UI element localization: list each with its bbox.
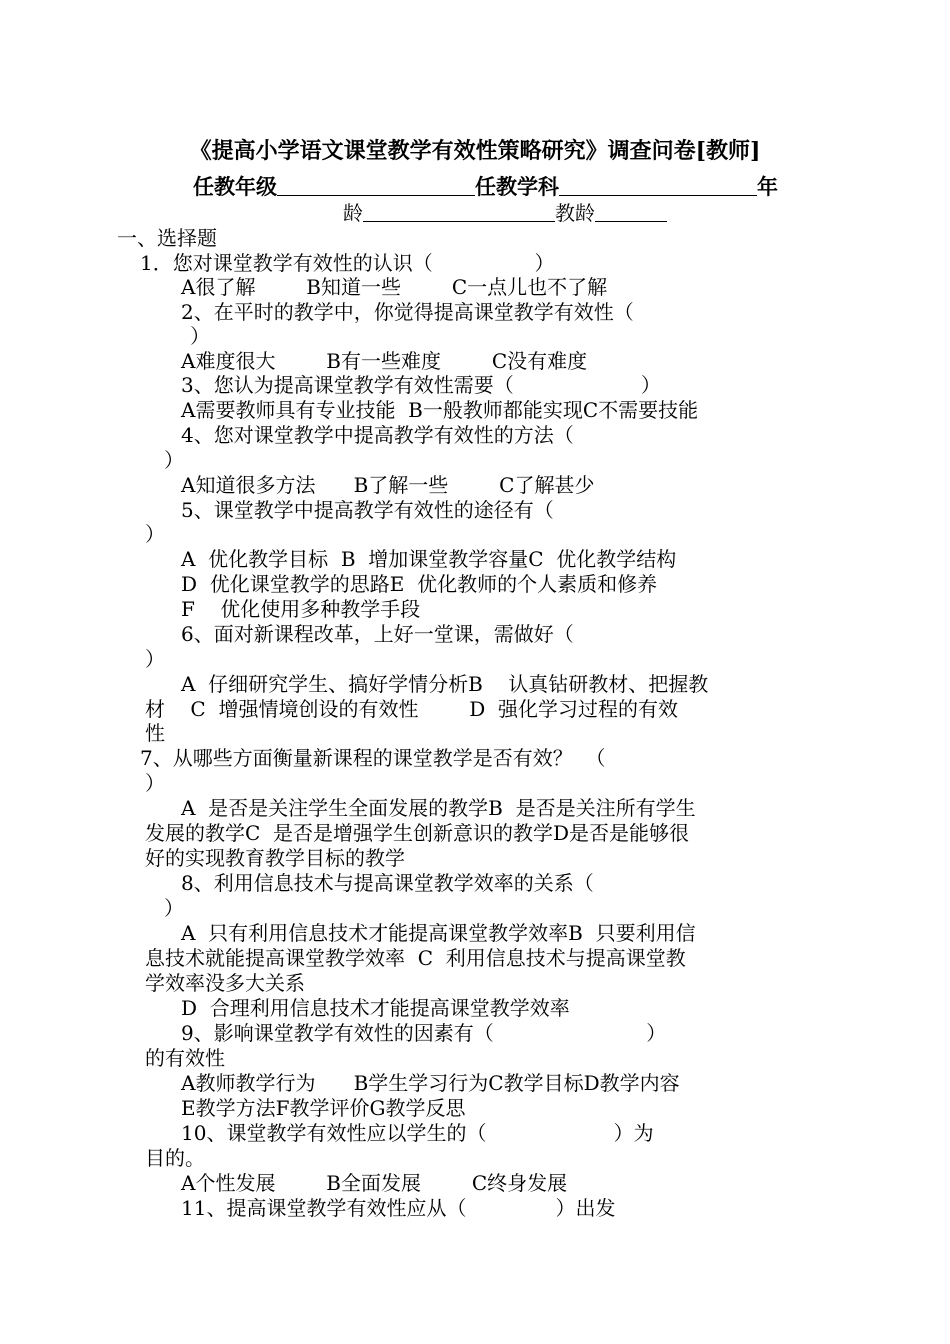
question-9: 9、影响课堂教学有效性的因素有（ ） (181, 1021, 667, 1045)
question-7: 7、从哪些方面衡量新课程的课堂教学是否有效？ （ (140, 746, 606, 770)
subject-blank[interactable] (559, 175, 757, 196)
age-label-part1: 年 (757, 174, 778, 199)
info-row-2 (343, 201, 667, 225)
question-5-options-2: D 优化课堂教学的思路E 优化教师的个人素质和修养 (181, 572, 658, 596)
question-7-bracket: ） (145, 771, 165, 795)
info-row-1 (193, 175, 778, 199)
question-5-options-1: A 优化教学目标 B 增加课堂教学容量C 优化教学结构 (181, 547, 677, 571)
question-8-options-2: 息技术就能提高课堂教学效率 C 利用信息技术与提高课堂教 (145, 946, 686, 970)
question-6-options-3: 性 (145, 721, 165, 745)
subject-label: 任教学科 (475, 174, 559, 199)
age-blank[interactable] (363, 201, 555, 222)
question-6: 6、面对新课程改革，上好一堂课，需做好（ (181, 622, 574, 646)
grade-label: 任教年级 (193, 174, 277, 199)
question-6-options-1: A 仔细研究学生、搞好学情分析B 认真钻研教材、把握教 (181, 672, 709, 696)
question-9-continuation: 的有效性 (145, 1046, 225, 1070)
question-4-bracket: ） (164, 448, 184, 472)
question-4: 4、您对课堂教学中提高教学有效性的方法（ (181, 423, 574, 447)
question-5-options-3: F 优化使用多种教学手段 (181, 597, 421, 621)
question-9-options-1: A教师教学行为 B学生学习行为C教学目标D教学内容 (181, 1071, 680, 1095)
age-label-part2: 龄 (343, 201, 363, 225)
grade-blank[interactable] (277, 175, 475, 196)
question-1: 1．您对课堂教学有效性的认识（ ） (140, 251, 555, 275)
question-6-options-2: 材 C 增强情境创设的有效性 D 强化学习过程的有效 (145, 697, 679, 721)
question-3-options: A需要教师具有专业技能 B一般教师都能实现C不需要技能 (181, 398, 699, 422)
question-8: 8、利用信息技术与提高课堂教学效率的关系（ (181, 871, 594, 895)
question-5-bracket: ） (145, 522, 165, 546)
page-title: 《提高小学语文课堂教学有效性策略研究》调查问卷[教师] (189, 138, 761, 164)
question-8-options-1: A 只有利用信息技术才能提高课堂教学效率B 只要利用信 (181, 921, 696, 945)
question-10-options: A个性发展 B全面发展 C终身发展 (181, 1171, 568, 1195)
question-7-options-1: A 是否是关注学生全面发展的教学B 是否是关注所有学生 (181, 796, 696, 820)
question-8-options-4: D 合理利用信息技术才能提高课堂教学效率 (181, 996, 570, 1020)
question-3: 3、您认为提高课堂教学有效性需要（ ） (181, 373, 661, 397)
section-heading: 一、选择题 (117, 226, 217, 250)
teaching-years-blank[interactable] (595, 201, 667, 222)
question-2: 2、在平时的教学中，你觉得提高课堂教学有效性（ (181, 300, 634, 324)
question-8-options-3: 学效率没多大关系 (145, 971, 305, 995)
question-5: 5、课堂教学中提高教学有效性的途径有（ (181, 498, 554, 522)
question-8-bracket: ） (164, 896, 184, 920)
question-11: 11、提高课堂教学有效性应从（ ）出发 (181, 1196, 616, 1220)
question-9-options-2: E教学方法F教学评价G教学反思 (181, 1096, 466, 1120)
question-10: 10、课堂教学有效性应以学生的（ ）为 (181, 1121, 654, 1145)
question-10-continuation: 目的。 (145, 1146, 205, 1170)
question-7-options-2: 发展的教学C 是否是增强学生创新意识的教学D是否是能够很 (145, 821, 690, 845)
question-2-bracket: ） (190, 324, 210, 348)
teaching-years-label: 教龄 (555, 201, 595, 225)
question-7-options-3: 好的实现教育教学目标的教学 (145, 846, 405, 870)
question-2-options: A难度很大 B有一些难度 C没有难度 (181, 349, 588, 373)
question-1-options: A很了解 B知道一些 C一点儿也不了解 (181, 275, 608, 299)
question-6-bracket: ） (145, 647, 165, 671)
question-4-options: A知道很多方法 B了解一些 C了解甚少 (181, 473, 595, 497)
